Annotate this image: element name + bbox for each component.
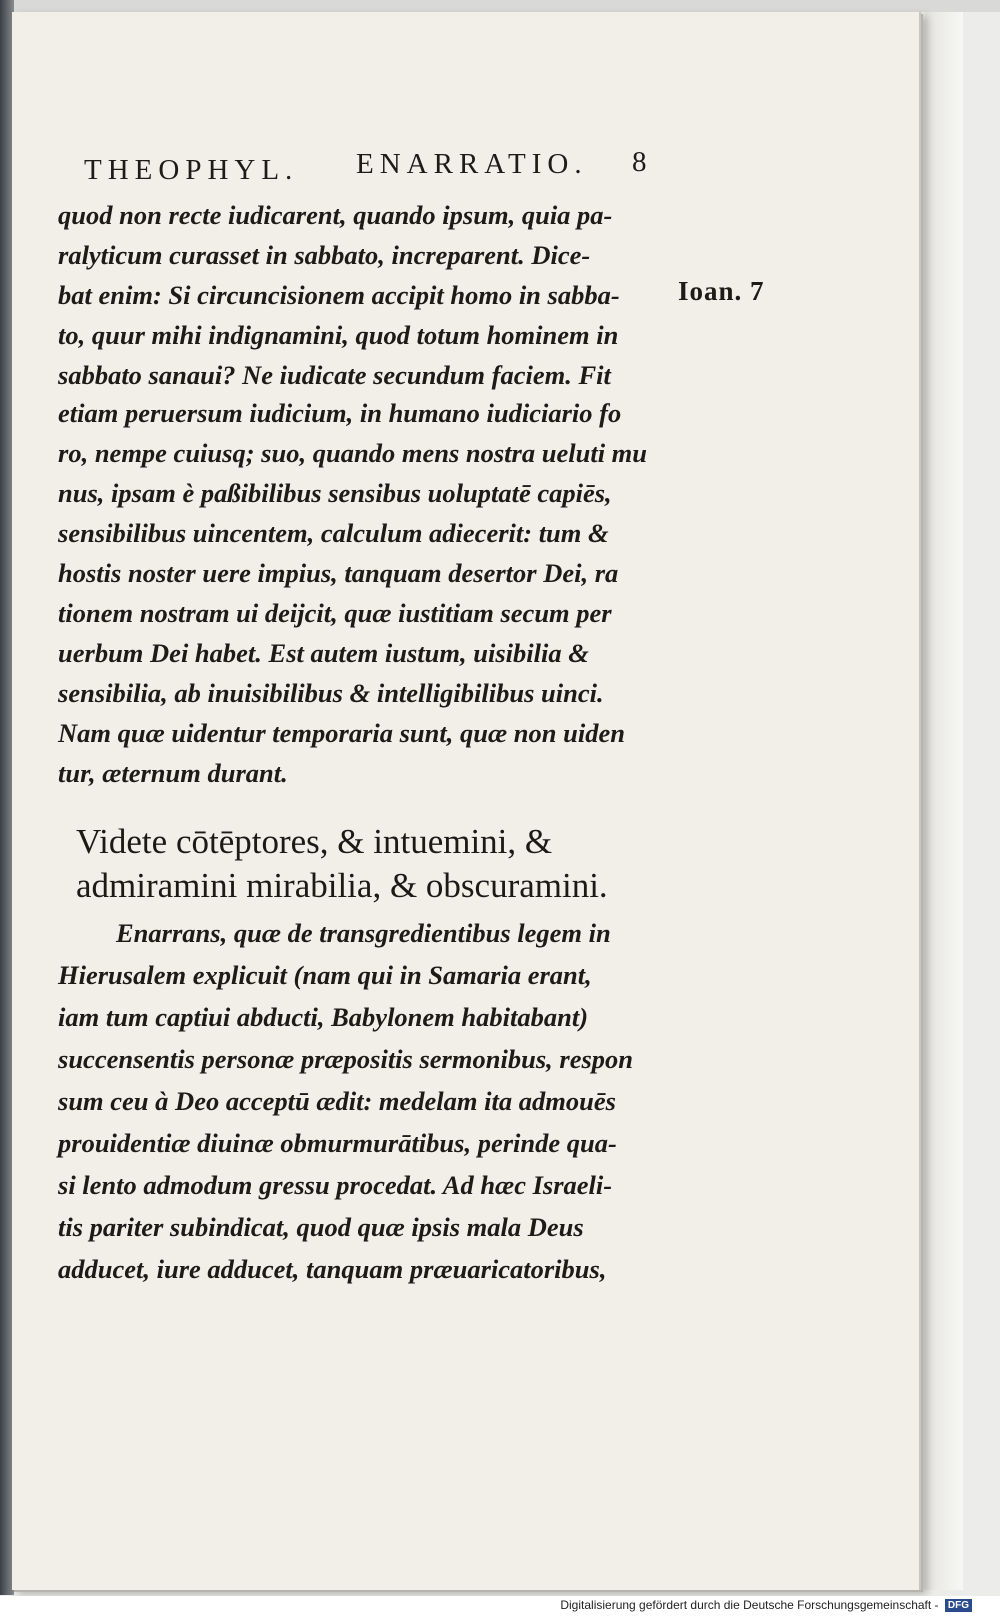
text-line: uerbum Dei habet. Est autem iustum, uisibilia &: [58, 638, 589, 668]
marginal-note: Ioan. 7: [678, 276, 765, 306]
text-line: sensibilibus uincentem, calculum adiecerit: tum &: [58, 518, 609, 548]
text-line: sensibilia, ab inuisibilibus & intelligibilibus uinci.: [58, 678, 604, 708]
text-line: ro, nempe cuiusq; suo, quando mens nostra ueluti mu: [58, 438, 648, 468]
lemma-line: admiramini mirabilia, & obscuramini.: [76, 866, 608, 905]
text-line: tur, æternum durant.: [58, 758, 288, 788]
digitization-credit: [560, 1598, 972, 1612]
text-line: quod non recte iudicarent, quando ipsum, quia pa-: [58, 200, 613, 230]
text-line: tionem nostram ui deijcit, quæ iustitiam secum per: [58, 598, 612, 628]
text-line: tis pariter subindicat, quod quæ ipsis mala Deus: [58, 1212, 584, 1242]
text-line: ralyticum curasset in sabbato, increparent. Dice-: [58, 240, 591, 270]
header-title: ENARRATIO.: [356, 148, 588, 180]
text-line: prouidentiæ diuinæ obmurmurātibus, perinde qua-: [58, 1128, 617, 1158]
page-number: 8: [632, 146, 647, 178]
text-line: succensentis personæ præpositis sermonibus, respon: [58, 1044, 634, 1074]
text-line: bat enim: Si circuncisionem accipit homo in sabba-: [58, 280, 620, 310]
text-line: Hierusalem explicuit (nam qui in Samaria erant,: [58, 960, 592, 990]
text-line: nus, ipsam è paßibilibus sensibus uoluptatē capiēs,: [58, 478, 612, 508]
header-author: THEOPHYL.: [84, 154, 299, 186]
text-line: Enarrans, quæ de transgredientibus legem in: [116, 918, 611, 948]
text-line: iam tum captiui abducti, Babylonem habitabant): [58, 1002, 589, 1032]
text-line: sabbato sanaui? Ne iudicate secundum faciem. Fit: [58, 360, 611, 390]
page-fore-edge: [925, 12, 963, 1590]
dfg-logo: DFG: [945, 1599, 972, 1612]
text-line: Nam quæ uidentur temporaria sunt, quæ non uiden: [58, 718, 625, 748]
text-line: etiam peruersum iudicium, in humano iudiciario fo: [58, 398, 622, 428]
text-line: hostis noster uere impius, tanquam desertor Dei, ra: [58, 558, 619, 588]
scan-top-edge: [0, 0, 1000, 12]
running-header: [84, 146, 684, 194]
text-line: si lento admodum gressu procedat. Ad hæc Israeli-: [58, 1170, 613, 1200]
text-line: to, quur mihi indignamini, quod totum hominem in: [58, 320, 619, 350]
text-line: sum ceu à Deo acceptū ædit: medelam ita admouēs: [58, 1086, 616, 1116]
credit-text: Digitalisierung gefördert durch die Deutsche Forschungsgemeinschaft -: [560, 1598, 939, 1612]
lemma-line: Videte cōtēptores, & intuemini, &: [76, 822, 553, 861]
text-line: adducet, iure adducet, tanquam præuaricatoribus,: [58, 1254, 607, 1284]
